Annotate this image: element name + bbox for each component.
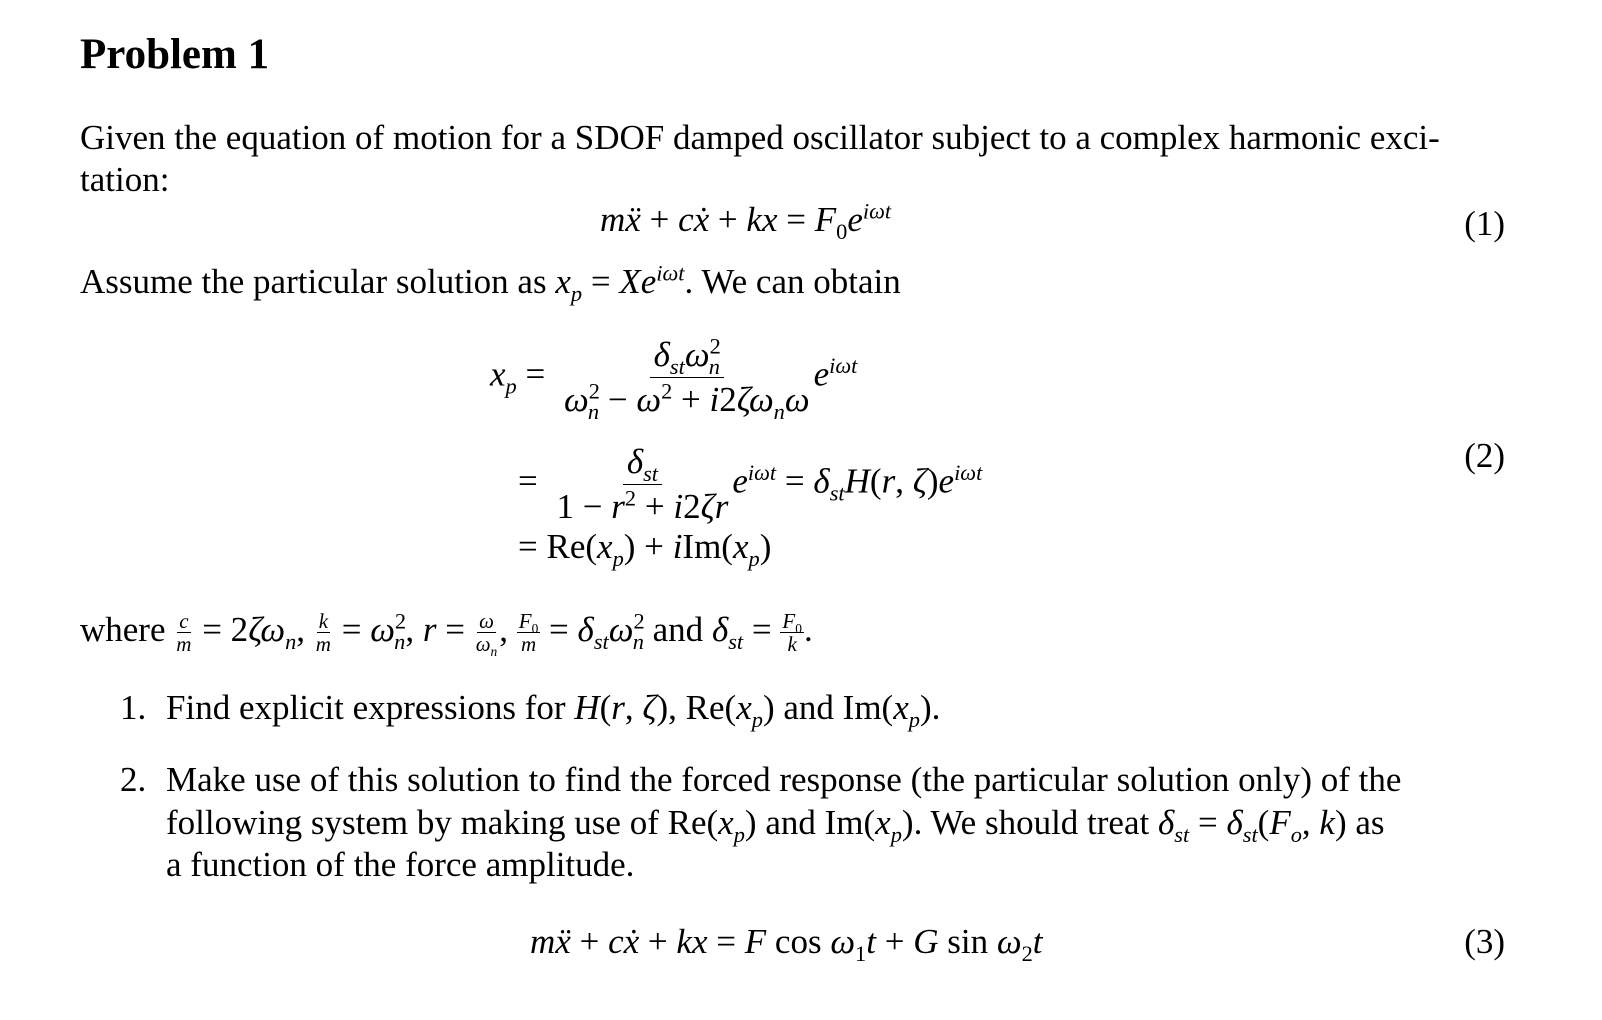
intro-line-2: tation: xyxy=(80,160,170,199)
where-and: and xyxy=(652,610,704,649)
equation-2-line-1: $x_p$ = $\frac{\delta_{st}\omega^2_n}{\omega^2_n - \omega^2 + i2\zeta\omega_n\omega}$ $e^{i\omega t}$ xyxy=(490,333,858,424)
list-item-2-line-1: Make use of this solution to find the forced response (the particular solution only) of the xyxy=(166,760,1402,799)
list-item-1-and: and xyxy=(783,688,834,727)
equation-1: mẍ + cẋ + kx = $F_0e^{i\omega t}$ xyxy=(600,198,892,244)
equation-2-line-2: = $\frac{\delta_{st}}{1 - r^2 + i2\zeta r}$ $e^{i\omega t} = \delta_{st}H(r$, $\zeta)e^{i\omega t}$ xyxy=(518,442,983,526)
list-item-2-line-2: following system by making use of $Re(x_p)$ and $Im(x_p)$. We should treat $\delta_{st} = \delta_{st}(F_o$, k) as xyxy=(166,803,1385,847)
list-item-1-number: 1. xyxy=(120,688,147,727)
equation-3: mẍ + cẋ + kx = F $\cos \omega_1t + G$ $\sin \omega_2t$ xyxy=(530,922,1043,966)
assume-line: Assume the particular solution as $x_p = Xe^{i\omega t}$. We can obtain xyxy=(80,260,901,306)
list-item-1-text: Find explicit expressions for xyxy=(166,688,566,727)
list-item-2-text-c: . We should treat xyxy=(913,803,1150,842)
equation-1-number: (1) xyxy=(1464,204,1505,243)
problem-heading: Problem 1 xyxy=(80,31,270,78)
assume-text-after: . We can obtain xyxy=(684,262,901,301)
list-item-2-text-a: following system by making use of xyxy=(166,803,659,842)
list-item-2-text-b: and xyxy=(765,803,816,842)
where-label: where xyxy=(80,610,166,649)
list-item-2-text-d: as xyxy=(1355,803,1385,842)
assume-text-before: Assume the particular solution as xyxy=(80,262,547,301)
where-line: where $\frac{c}{m}$ = $2\zeta\omega_n$, $\frac{k}{m}$ = $\omega^2_n$, r = $\frac{\omega}{\omega_n}$ , $\frac{F_0}{m}$ = $\delta_{st}\omega^2_n$ and $\delta_{st}$ = $\frac{F_0}{k}$ . xyxy=(80,608,813,660)
intro-line-1: Given the equation of motion for a SDOF damped oscillator subject to a complex harmonic exci- xyxy=(80,118,1440,157)
list-item-2-number: 2. xyxy=(120,760,147,799)
equation-2-line-3: = $Re(x_p) + iIm(x_p)$ xyxy=(518,527,772,571)
list-item-2-line-3: a function of the force amplitude. xyxy=(166,845,635,884)
equation-3-number: (3) xyxy=(1464,922,1505,961)
list-item-1: Find explicit expressions for H(r, ζ), $Re(x_p)$ and $Im(x_p)$. xyxy=(166,688,941,732)
equation-2-number: (2) xyxy=(1464,436,1505,475)
